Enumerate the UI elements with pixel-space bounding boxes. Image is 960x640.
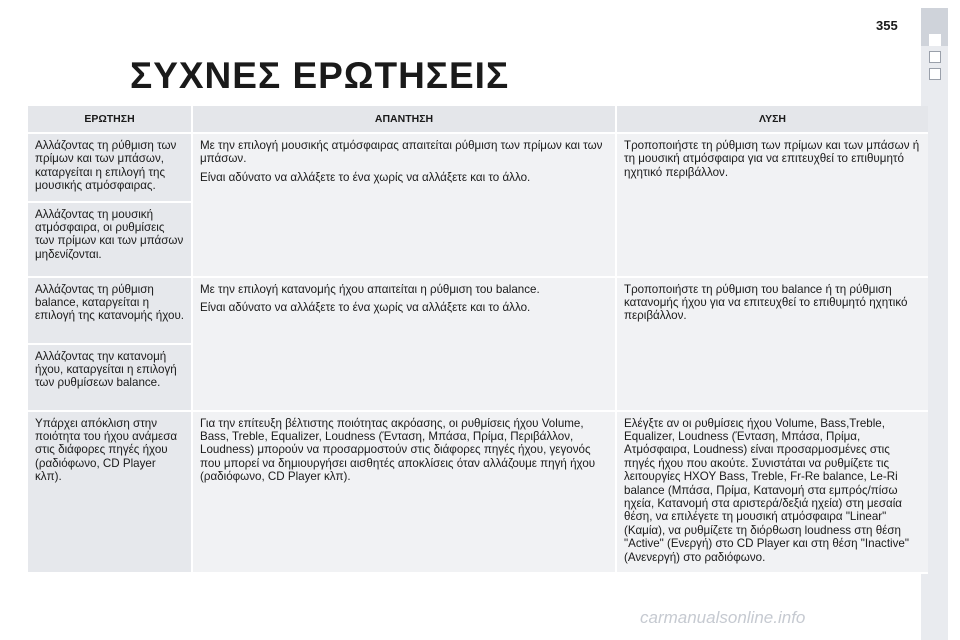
- answer-paragraph: Για την επίτευξη βέλτιστης ποιότητας ακρόασης, οι ρυθμίσεις ήχου Volume, Bass, Treble, Equalizer, Loudness (Ένταση, Μπάσα, Πρίμα, Περιβάλλον, Loudness) μπορούν να προσαρμοστούν στις διάφορες πηγές ήχου, γεγονός που μπορεί να δημιουργήσει αισθητές αποκλίσεις όταν αλλάζουμε πηγή ήχου (ραδιόφωνο, CD Player κλπ).: [200, 416, 596, 484]
- question-cell: Αλλάζοντας τη ρύθμιση των πρίμων και των μπάσων, καταργείται η επιλογή της μουσικής ατμόσφαιρας.: [28, 134, 191, 203]
- answer-cell: [191, 412, 615, 574]
- question-cell: Υπάρχει απόκλιση στην ποιότητα του ήχου ανάμεσα στις διάφορες πηγές ήχου (ραδιόφωνο, CD Player κλπ).: [28, 412, 191, 574]
- answer-cell: [191, 278, 615, 412]
- watermark-text: carmanualsonline.info: [640, 608, 806, 627]
- table-row: [28, 134, 928, 203]
- faq-table: [28, 106, 928, 574]
- question-cell: Αλλάζοντας τη μουσική ατμόσφαιρα, οι ρυθμίσεις των πρίμων και των μπάσων μηδενίζονται.: [28, 203, 191, 278]
- answer-paragraph: Με την επιλογή μουσικής ατμόσφαιρας απαιτείται ρύθμιση των πρίμων και των μπάσων.: [200, 139, 603, 166]
- table-row: [28, 278, 928, 345]
- solution-cell: Τροποποιήστε τη ρύθμιση του balance ή τη ρύθμιση κατανομής ήχου για να επιτευχθεί το επιθυμητό ηχητικό περιβάλλον.: [615, 278, 928, 412]
- page-number: 355: [876, 18, 898, 33]
- page-marker: [929, 51, 941, 63]
- header-row: [28, 106, 928, 134]
- column-header-solution: ΛΥΣΗ: [615, 106, 928, 134]
- page-marker-current: [929, 34, 941, 46]
- table-row: [28, 412, 928, 574]
- answer-paragraph: Είναι αδύνατο να αλλάξετε το ένα χωρίς να αλλάξετε και το άλλο.: [200, 170, 531, 184]
- page-title: ΣΥΧΝΕΣ ΕΡΩΤΗΣΕΙΣ: [130, 55, 510, 96]
- column-header-answer: ΑΠΑΝΤΗΣΗ: [191, 106, 615, 134]
- question-cell: Αλλάζοντας τη ρύθμιση balance, καταργείται η επιλογή της κατανομής ήχου.: [28, 278, 191, 345]
- answer-cell: [191, 134, 615, 278]
- answer-paragraph: Είναι αδύνατο να αλλάξετε το ένα χωρίς να αλλάξετε και το άλλο.: [200, 301, 531, 315]
- solution-cell: Ελέγξτε αν οι ρυθμίσεις ήχου Volume, Bass,Treble, Equalizer, Loudness (Ένταση, Μπάσα, Πρίμα, Ατμόσφαιρα, Loudness) είναι προσαρμοσμένες στις πηγές ήχου που ακούτε. Συνιστάται να ρυθμίζετε τις λειτουργίες ΗΧΟΥ Bass, Treble, Fr-Re balance, Le-Ri balance (Μπάσα, Πρίμα, Κατανομή στα εμπρός/πίσω ηχεία, Κατανομή στα αριστερά/δεξιά ηχεία) στη μεσαία θέση, να επιλέγετε τη μουσική ατμόσφαιρα "Linear" (Καμία), να ρυθμίζετε τη διόρθωση loudness στη θέση "Active" (Ενεργή) στο CD Player και στη θέση "Inactive" (Ανενεργή) στο ραδιόφωνο.: [615, 412, 928, 574]
- answer-paragraph: Με την επιλογή κατανομής ήχου απαιτείται η ρύθμιση του balance.: [200, 282, 540, 296]
- column-header-question: ΕΡΩΤΗΣΗ: [28, 106, 191, 134]
- question-cell: Αλλάζοντας την κατανομή ήχου, καταργείται η επιλογή των ρυθμίσεων balance.: [28, 345, 191, 412]
- page-marker: [929, 68, 941, 80]
- solution-cell: Τροποποιήστε τη ρύθμιση των πρίμων και των μπάσων ή τη μουσική ατμόσφαιρα για να επιτευχθεί το επιθυμητό ηχητικό περιβάλλον.: [615, 134, 928, 278]
